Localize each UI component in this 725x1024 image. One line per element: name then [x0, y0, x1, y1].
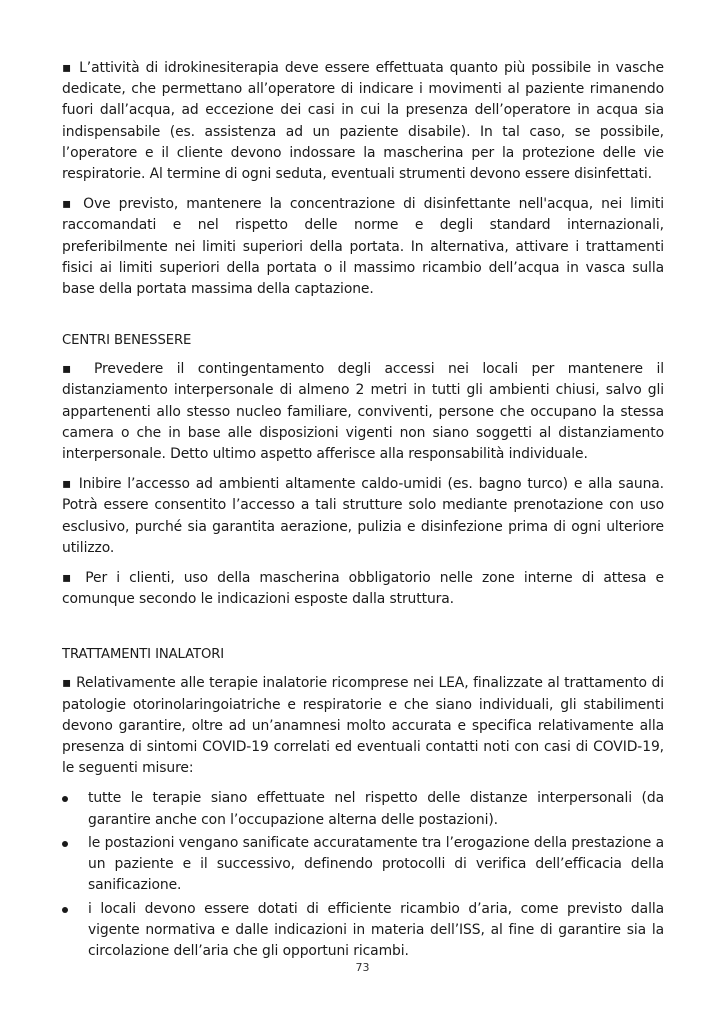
paragraph-terapie-inalatorie: ▪ Relativamente alle terapie inalatorie ricomprese nei LEA, finalizzate al trattamento di patologie otorinolaringoiatriche e respiratorie e che siano individuali, gli stabilimenti devono garantire, oltre ad un’anamnesi molto accurata e specifica relativamente alla presenza di sintomi COVID-19 correlati ed eventuali contatti noti con casi di COVID-19, le seguenti misure: — [62, 673, 664, 779]
bullet-dot-icon — [62, 841, 68, 847]
misure-list — [62, 788, 664, 962]
page-number: 73 — [355, 961, 370, 974]
heading-centri-benessere: CENTRI BENESSERE — [62, 333, 192, 349]
bullet-dot-icon — [62, 907, 68, 913]
list-item — [62, 899, 664, 963]
bullet-dot-icon — [62, 796, 68, 802]
heading-trattamenti-inalatori: TRATTAMENTI INALATORI — [62, 647, 225, 663]
list-item — [62, 833, 664, 897]
paragraph-disinfettante: ▪ Ove previsto, mantenere la concentrazione di disinfettante nell'acqua, nei limiti raccomandati e nel rispetto delle norme e degli standard internazionali, preferibilmente nei limiti superiori della portata. In alternativa, attivare i trattamenti fisici ai limiti superiori della portata o il massimo ricambio dell’acqua in vasca sulla base della portata massima della captazione. — [62, 194, 664, 300]
list-item-text: le postazioni vengano sanificate accuratamente tra l’erogazione della prestazione a un paziente e il successivo, definendo protocolli di verifica dell’efficacia della sanificazione. — [88, 834, 664, 894]
paragraph-contingentamento: ▪ Prevedere il contingentamento degli accessi nei locali per mantenere il distanziamento interpersonale di almeno 2 metri in tutti gli ambienti chiusi, salvo gli appartenenti allo stesso nucleo familiare, conviventi, persone che occupano la stessa camera o che in base alle disposizioni vigenti non siano soggetti al distanziamento interpersonale. Detto ultimo aspetto afferisce alla responsabilità individuale. — [62, 359, 664, 465]
page-content — [62, 58, 664, 964]
paragraph-idrokinesiterapia: ▪ L’attività di idrokinesiterapia deve essere effettuata quanto più possibile in vasche dedicate, che permettano all’operatore di indicare i movimenti al paziente rimanendo fuori dall’acqua, ad eccezione dei casi in cui la presenza dell’operatore in acqua sia indispensabile (es. assistenza ad un paziente disabile). In tal caso, se possibile, l’operatore e il cliente devono indossare la mascherina per la protezione delle vie respiratorie. Al termine di ogni seduta, eventuali strumenti devono essere disinfettati. — [62, 58, 664, 185]
paragraph-mascherina: ▪ Per i clienti, uso della mascherina obbligatorio nelle zone interne di attesa e comunque secondo le indicazioni esposte dalla struttura. — [62, 568, 664, 610]
list-item-text: tutte le terapie siano effettuate nel rispetto delle distanze interpersonali (da garantire anche con l’occupazione alterna delle postazioni). — [88, 790, 664, 828]
list-item-text: i locali devono essere dotati di efficiente ricambio d’aria, come previsto dalla vigente normativa e dalle indicazioni in materia dell’ISS, al fine di garantire sia la circolazione dell’aria che gli opportuni ricambi. — [88, 900, 664, 959]
list-item — [62, 788, 664, 830]
paragraph-accesso-sauna: ▪ Inibire l’accesso ad ambienti altamente caldo-umidi (es. bagno turco) e alla sauna. Potrà essere consentito l’accesso a tali strutture solo mediante prenotazione con uso esclusivo, purché sia garantita aerazione, pulizia e disinfezione prima di ogni ulteriore utilizzo. — [62, 474, 664, 559]
